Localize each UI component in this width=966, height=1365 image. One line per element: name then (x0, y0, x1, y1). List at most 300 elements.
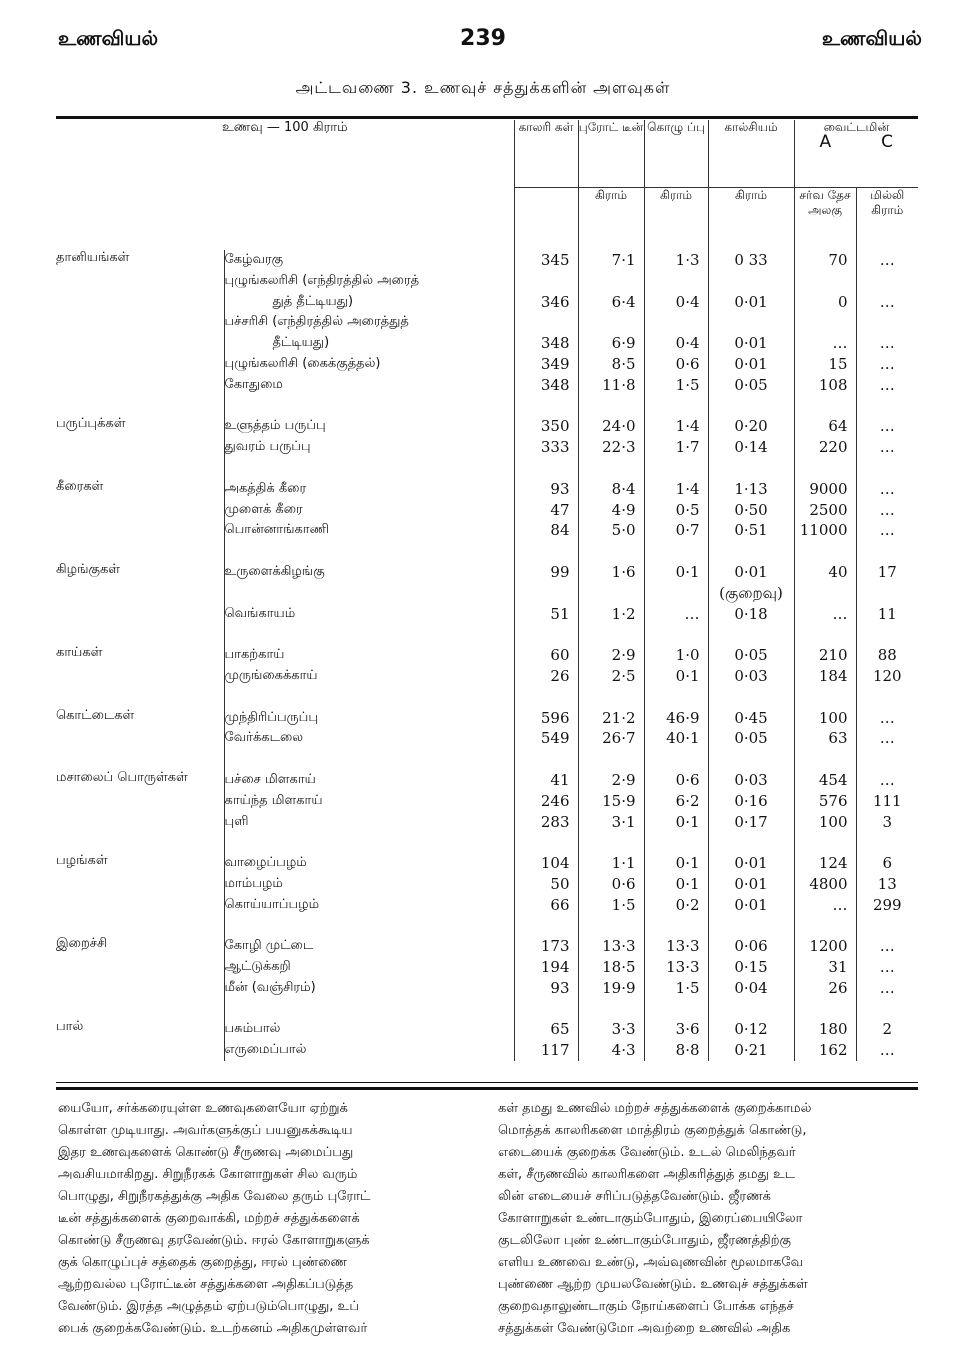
vitamin-a-cell: 100 (794, 812, 856, 833)
table-row (56, 812, 918, 833)
protein-cell: 3·1 (578, 812, 644, 833)
vitamin-a-cell (794, 271, 856, 292)
food-item-cell: உளுத்தம் பருப்பு (224, 416, 514, 437)
category-cell (56, 874, 224, 895)
vitamin-a-cell: 180 (794, 1019, 856, 1040)
vitamin-c-cell: 2 (856, 1019, 918, 1040)
calcium-cell: 0·01 (708, 333, 794, 354)
calories-cell: 104 (514, 853, 578, 874)
vitamin-a-cell: 31 (794, 957, 856, 978)
vitamin-a-cell: 124 (794, 853, 856, 874)
protein-cell: 0·6 (578, 874, 644, 895)
body-text-line: குடலிலோ புண் உண்டாகும்போதும், ஜீரணத்திற்கு (498, 1233, 792, 1248)
fat-cell: 0·6 (644, 354, 708, 375)
vitamin-c-cell: 120 (856, 666, 918, 687)
body-text-line: கள், சீருணவில் காலரிகளை அதிகரித்துத் தமது உட (498, 1167, 796, 1182)
vitamin-c-cell: … (856, 479, 918, 500)
food-item-cell: காய்ந்த மிளகாய் (224, 791, 514, 812)
calcium-cell: 0·01 (708, 562, 794, 583)
table-row (56, 562, 918, 583)
calories-cell: 50 (514, 874, 578, 895)
body-text-line: மொத்தக் காலரிகளை மாத்திரம் குறைத்துக் கொண்டு, (498, 1123, 807, 1138)
protein-cell: 8·4 (578, 479, 644, 500)
fat-cell (644, 583, 708, 604)
food-item-cell: முந்திரிப்பருப்பு (224, 708, 514, 729)
calcium-cell: 0·12 (708, 1019, 794, 1040)
protein-cell: 4·3 (578, 1040, 644, 1061)
calcium-cell: 0·05 (708, 645, 794, 666)
category-cell: பழங்கள் (56, 853, 108, 869)
calories-cell: 93 (514, 978, 578, 999)
food-item-cell (224, 583, 514, 604)
vitamin-a-cell: 2500 (794, 500, 856, 521)
category-cell (56, 292, 224, 313)
vitamin-a-cell: 0 (794, 292, 856, 313)
calcium-cell: 0·04 (708, 978, 794, 999)
body-text-line: டீன் சத்துக்களைக் குறைவாக்கி, மற்றச் சத்துக்களைக் (58, 1211, 360, 1226)
food-item-cell: தீட்டியது) (224, 333, 514, 354)
vitamin-c-cell (856, 583, 918, 604)
protein-cell (578, 271, 644, 292)
fat-cell: 13·3 (644, 957, 708, 978)
calcium-cell (708, 271, 794, 292)
body-text-line: குக் கொழுப்புச் சத்தைக் குறைத்து, ஈரல் புண்ணை (58, 1255, 348, 1270)
fat-cell: 0·1 (644, 812, 708, 833)
food-item-cell: புளி (224, 812, 514, 833)
body-text-line: கொள்ள முடியாது. அவர்களுக்குப் பயனுகக்கூடிய (58, 1123, 353, 1138)
calories-cell: 60 (514, 645, 578, 666)
calcium-cell: 0·21 (708, 1040, 794, 1061)
fat-cell: 1·4 (644, 479, 708, 500)
vitamin-a-cell: 162 (794, 1040, 856, 1061)
calcium-cell: 0·05 (708, 728, 794, 749)
calories-cell: 194 (514, 957, 578, 978)
protein-cell: 6·9 (578, 333, 644, 354)
fat-cell: 3·6 (644, 1019, 708, 1040)
table-bottom-rule-thick (56, 1087, 918, 1090)
fat-cell: 0·6 (644, 770, 708, 791)
vitamin-a-cell: 454 (794, 770, 856, 791)
body-text-line: லின் எடையைச் சரிப்படுத்தவேண்டும். ஜீரணக் (498, 1189, 771, 1204)
row-spacer (56, 458, 918, 479)
body-text-line: எடையைக் குறைக்க வேண்டும். உடல் மெலிந்தவர் (498, 1145, 796, 1160)
body-text-line: அவசியமாகிறது. சிறுநீரகக் கோளாறுகள் சில வரும் (58, 1167, 358, 1182)
row-spacer (56, 687, 918, 708)
fat-cell: … (644, 604, 708, 625)
category-cell (56, 895, 224, 916)
vitamin-c-cell: 6 (856, 853, 918, 874)
fat-cell: 6·2 (644, 791, 708, 812)
calcium-cell: 0·50 (708, 500, 794, 521)
fat-cell: 46·9 (644, 708, 708, 729)
table-row (56, 957, 918, 978)
food-item-cell: அகத்திக் கீரை (224, 479, 514, 500)
category-cell (56, 604, 224, 625)
food-item-cell: கோழி முட்டை (224, 936, 514, 957)
fat-cell: 0·1 (644, 874, 708, 895)
protein-cell: 19·9 (578, 978, 644, 999)
category-cell (56, 812, 224, 833)
protein-cell: 15·9 (578, 791, 644, 812)
vitamin-a-cell: … (794, 895, 856, 916)
vitamin-a-cell: 576 (794, 791, 856, 812)
table-row (56, 354, 918, 375)
fat-cell: 0·4 (644, 292, 708, 313)
vitamin-a-cell (794, 583, 856, 604)
calcium-cell: 0·14 (708, 437, 794, 458)
protein-cell: 1·1 (578, 853, 644, 874)
vitamin-c-cell: … (856, 728, 918, 749)
table-row (56, 645, 918, 666)
table-row (56, 1019, 918, 1040)
page-number: 239 (460, 26, 506, 51)
vitamin-c-cell: … (856, 375, 918, 396)
body-text-line: பைக் குறைக்கவேண்டும். உடற்கனம் அதிகமுள்ளவர் (58, 1321, 368, 1336)
vitamin-c-cell: … (856, 333, 918, 354)
vitamin-a-unit: சர்வ தேச அலகு (794, 188, 856, 251)
protein-cell: 2·9 (578, 645, 644, 666)
table-bottom-rule-thin (56, 1082, 918, 1083)
fat-cell: 0·2 (644, 895, 708, 916)
calories-unit (514, 188, 578, 251)
food-item-cell: பச்சை மிளகாய் (224, 770, 514, 791)
table-row (56, 333, 918, 354)
calcium-cell: 0·16 (708, 791, 794, 812)
category-cell (56, 354, 224, 375)
food-item-cell: புழுங்கலரிசி (எந்திரத்தில் அரைத் (224, 271, 514, 292)
fat-cell: 1·4 (644, 416, 708, 437)
fat-cell: 0·1 (644, 666, 708, 687)
food-item-cell: ஆட்டுக்கறி (224, 957, 514, 978)
protein-unit: கிராம் (578, 188, 644, 251)
calories-cell: 348 (514, 333, 578, 354)
food-item-cell: பொன்னாங்காணி (224, 520, 514, 541)
calcium-cell: 0·01 (708, 292, 794, 313)
fat-cell: 13·3 (644, 936, 708, 957)
table-row (56, 853, 918, 874)
protein-cell (578, 583, 644, 604)
vitamin-c-cell: … (856, 520, 918, 541)
body-text-line: புண்ணை ஆற்ற முயலவேண்டும். உணவுச் சத்துக்கள் (498, 1277, 808, 1292)
category-cell (56, 666, 224, 687)
calories-cell: 350 (514, 416, 578, 437)
table-row (56, 895, 918, 916)
category-cell (56, 728, 224, 749)
table-top-rule (56, 116, 918, 119)
table-row (56, 500, 918, 521)
calcium-unit: கிராம் (708, 188, 794, 251)
table-row (56, 312, 918, 333)
category-cell: கொட்டைகள் (56, 707, 135, 723)
food-item-cell: மாம்பழம் (224, 874, 514, 895)
protein-cell: 8·5 (578, 354, 644, 375)
table-row (56, 520, 918, 541)
calcium-cell: 0·01 (708, 354, 794, 375)
protein-cell: 6·4 (578, 292, 644, 313)
calcium-cell: 0·51 (708, 520, 794, 541)
protein-header: புரோட் டீன் (578, 120, 644, 188)
fat-cell: 0·1 (644, 562, 708, 583)
vitamin-header (794, 120, 918, 188)
body-text-right-column (498, 1098, 918, 1340)
vitamin-c-label: C (881, 132, 894, 152)
calories-cell: 345 (514, 250, 578, 271)
category-cell (56, 375, 224, 396)
body-text-left-column (58, 1098, 478, 1340)
protein-cell: 24·0 (578, 416, 644, 437)
vitamin-a-cell: 15 (794, 354, 856, 375)
calcium-cell: 1·13 (708, 479, 794, 500)
calories-cell (514, 271, 578, 292)
vitamin-c-cell: … (856, 708, 918, 729)
calcium-cell: 0·17 (708, 812, 794, 833)
food-item-cell: மீன் (வஞ்சிரம்) (224, 978, 514, 999)
vitamin-a-cell (794, 312, 856, 333)
calories-cell: 348 (514, 375, 578, 396)
protein-cell: 1·2 (578, 604, 644, 625)
vitamin-a-cell: 4800 (794, 874, 856, 895)
calcium-header: கால்சியம் (708, 120, 794, 188)
table-row (56, 874, 918, 895)
fat-header: கொழு ப்பு (644, 120, 708, 188)
vitamin-c-cell: 17 (856, 562, 918, 583)
protein-cell: 1·6 (578, 562, 644, 583)
vitamin-c-cell (856, 312, 918, 333)
food-item-cell: முருங்கைக்காய் (224, 666, 514, 687)
body-text-line: பொழுது, சிறுநீரகத்துக்கு அதிக வேலை தரும் புரோட் (58, 1189, 371, 1204)
calories-cell: 65 (514, 1019, 578, 1040)
food-item-cell: கேழ்வரகு (224, 250, 514, 271)
calories-header: காலரி கள் (514, 120, 578, 188)
calories-cell: 47 (514, 500, 578, 521)
vitamin-c-cell: 3 (856, 812, 918, 833)
category-cell (56, 957, 224, 978)
calories-cell: 246 (514, 791, 578, 812)
calcium-cell: 0·15 (708, 957, 794, 978)
calories-cell: 549 (514, 728, 578, 749)
category-cell (56, 1040, 224, 1061)
food-item-cell: கோதுமை (224, 375, 514, 396)
vitamin-a-cell: 40 (794, 562, 856, 583)
fat-cell: 0·1 (644, 853, 708, 874)
calories-cell (514, 583, 578, 604)
table-row (56, 271, 918, 292)
vitamin-c-cell: … (856, 416, 918, 437)
vitamin-a-label: A (819, 132, 832, 152)
table-row (56, 604, 918, 625)
category-cell: இறைச்சி (56, 936, 108, 952)
calcium-cell: 0·01 (708, 853, 794, 874)
food-item-cell: முளைக் கீரை (224, 500, 514, 521)
table-row (56, 1040, 918, 1061)
protein-cell: 11·8 (578, 375, 644, 396)
category-cell (56, 333, 224, 354)
table-caption: அட்டவணை 3. உணவுச் சத்துக்களின் அளவுகள் (295, 78, 671, 97)
calories-cell: 93 (514, 479, 578, 500)
category-cell: காய்கள் (56, 645, 103, 661)
calories-cell: 66 (514, 895, 578, 916)
vitamin-a-cell: 184 (794, 666, 856, 687)
vitamin-c-cell: … (856, 437, 918, 458)
calories-cell: 84 (514, 520, 578, 541)
table-row (56, 479, 918, 500)
table-row (56, 250, 918, 271)
calories-cell: 51 (514, 604, 578, 625)
food-item-cell: வெங்காயம் (224, 604, 514, 625)
category-cell: கீரைகள் (56, 478, 104, 494)
calories-cell: 333 (514, 437, 578, 458)
vitamin-c-cell: 88 (856, 645, 918, 666)
protein-cell: 3·3 (578, 1019, 644, 1040)
nutrition-table (56, 120, 918, 1061)
food-item-cell: பசும்பால் (224, 1019, 514, 1040)
vitamin-c-cell: 13 (856, 874, 918, 895)
table-row (56, 708, 918, 729)
calories-cell: 117 (514, 1040, 578, 1061)
food-item-cell: எருமைப்பால் (224, 1040, 514, 1061)
vitamin-a-cell: 100 (794, 708, 856, 729)
body-text-line: யையோ, சர்க்கரையுள்ள உணவுகளையோ ஏற்றுக் (58, 1101, 348, 1116)
vitamin-c-cell: … (856, 936, 918, 957)
calories-cell (514, 312, 578, 333)
protein-cell: 13·3 (578, 936, 644, 957)
fat-cell: 1·5 (644, 978, 708, 999)
table-row (56, 978, 918, 999)
table-row (56, 375, 918, 396)
fat-cell: 40·1 (644, 728, 708, 749)
vitamin-a-cell: … (794, 604, 856, 625)
fat-cell (644, 312, 708, 333)
protein-cell: 4·9 (578, 500, 644, 521)
vitamin-a-cell: 210 (794, 645, 856, 666)
fat-unit: கிராம் (644, 188, 708, 251)
table-row (56, 936, 918, 957)
vitamin-a-cell: 70 (794, 250, 856, 271)
calcium-cell: 0·05 (708, 375, 794, 396)
category-cell: மசாலைப் பொருள்கள் (56, 769, 188, 785)
category-cell (56, 791, 224, 812)
protein-cell (578, 312, 644, 333)
protein-cell: 2·5 (578, 666, 644, 687)
vitamin-c-cell: … (856, 250, 918, 271)
vitamin-a-cell: 63 (794, 728, 856, 749)
category-cell (56, 500, 224, 521)
row-spacer (56, 999, 918, 1020)
calories-cell: 596 (514, 708, 578, 729)
calcium-cell: 0·06 (708, 936, 794, 957)
protein-cell: 5·0 (578, 520, 644, 541)
vitamin-c-unit: மில்லி கிராம் (856, 188, 918, 251)
protein-cell: 22·3 (578, 437, 644, 458)
food-item-cell: கொய்யாப்பழம் (224, 895, 514, 916)
table-row (56, 770, 918, 791)
category-cell: தானியங்கள் (56, 250, 130, 265)
vitamin-c-cell: 111 (856, 791, 918, 812)
protein-cell: 7·1 (578, 250, 644, 271)
calcium-cell: 0·20 (708, 416, 794, 437)
table-row (56, 583, 918, 604)
calories-cell: 173 (514, 936, 578, 957)
body-text-line: கள் தமது உணவில் மற்றச் சத்துக்களைக் குறைக்காமல் (498, 1101, 812, 1116)
category-cell (56, 520, 224, 541)
calories-cell: 349 (514, 354, 578, 375)
body-text-line: ஆற்றவல்ல புரோட்டீன் சத்துக்களை அதிகப்படுத்த (58, 1277, 354, 1292)
vitamin-c-cell: … (856, 1040, 918, 1061)
row-spacer (56, 624, 918, 645)
table-row (56, 437, 918, 458)
protein-cell: 18·5 (578, 957, 644, 978)
food-item-cell: பாகற்காய் (224, 645, 514, 666)
calcium-cell (708, 312, 794, 333)
vitamin-c-cell: … (856, 354, 918, 375)
table-row (56, 292, 918, 313)
vitamin-c-cell: … (856, 500, 918, 521)
protein-cell: 26·7 (578, 728, 644, 749)
food-item-cell: வேர்க்கடலை (224, 728, 514, 749)
vitamin-c-cell: … (856, 770, 918, 791)
food-item-cell: புழுங்கலரிசி (கைக்குத்தல்) (224, 354, 514, 375)
vitamin-a-cell: 26 (794, 978, 856, 999)
category-cell (56, 978, 224, 999)
calcium-cell: (குறைவு) (708, 583, 794, 604)
vitamin-a-cell: 108 (794, 375, 856, 396)
food-item-cell: உருளைக்கிழங்கு (224, 562, 514, 583)
vitamin-c-cell: … (856, 978, 918, 999)
category-cell (56, 271, 224, 292)
body-text-line: இதர உணவுகளைக் கொண்டு சீருணவு அமைப்பது (58, 1145, 354, 1160)
vitamin-c-cell: … (856, 292, 918, 313)
body-text-line: கோளாறுகள் உண்டாகும்போதும், இரைப்பையிலோ (498, 1211, 803, 1226)
calcium-cell: 0·18 (708, 604, 794, 625)
body-text-line: குறைவதாலுண்டாகும் நோய்களைப் போக்க எந்தச் (498, 1299, 794, 1314)
vitamin-c-cell (856, 271, 918, 292)
fat-cell: 0·7 (644, 520, 708, 541)
category-cell: கிழங்குகள் (56, 561, 121, 577)
calories-cell: 99 (514, 562, 578, 583)
calcium-cell: 0·01 (708, 895, 794, 916)
calories-cell: 346 (514, 292, 578, 313)
body-text-line: சத்துக்கள் வேண்டுமோ அவற்றை உணவில் அதிக (498, 1321, 791, 1336)
table-row (56, 728, 918, 749)
table-row (56, 666, 918, 687)
body-text-line: எளிய உணவை உண்டு, அவ்வுணவின் மூலமாகவே (498, 1255, 804, 1270)
calories-cell: 41 (514, 770, 578, 791)
row-spacer (56, 541, 918, 562)
calories-cell: 26 (514, 666, 578, 687)
calcium-cell: 0 33 (708, 250, 794, 271)
vitamin-a-cell: 1200 (794, 936, 856, 957)
food-item-cell: துத் தீட்டியது) (224, 292, 514, 313)
vitamin-a-cell: … (794, 333, 856, 354)
body-text-line: கொண்டு சீருணவு தரவேண்டும். ஈரல் கோளாறுகளுக் (58, 1233, 370, 1248)
vitamin-c-cell: … (856, 957, 918, 978)
calcium-cell: 0·45 (708, 708, 794, 729)
row-spacer (56, 396, 918, 417)
fat-cell: 0·4 (644, 333, 708, 354)
fat-cell: 1·7 (644, 437, 708, 458)
category-cell (56, 583, 224, 604)
row-spacer (56, 916, 918, 937)
vitamin-a-cell: 9000 (794, 479, 856, 500)
body-text-line: வேண்டும். இரத்த அழுத்தம் ஏற்படும்பொழுது, உப் (58, 1299, 360, 1314)
running-header-left: உணவியல் (58, 26, 159, 50)
fat-cell (644, 271, 708, 292)
vitamin-c-cell: 299 (856, 895, 918, 916)
vitamin-a-cell: 220 (794, 437, 856, 458)
category-cell: பருப்புக்கள் (56, 416, 126, 432)
table-row (56, 416, 918, 437)
protein-cell: 2·9 (578, 770, 644, 791)
